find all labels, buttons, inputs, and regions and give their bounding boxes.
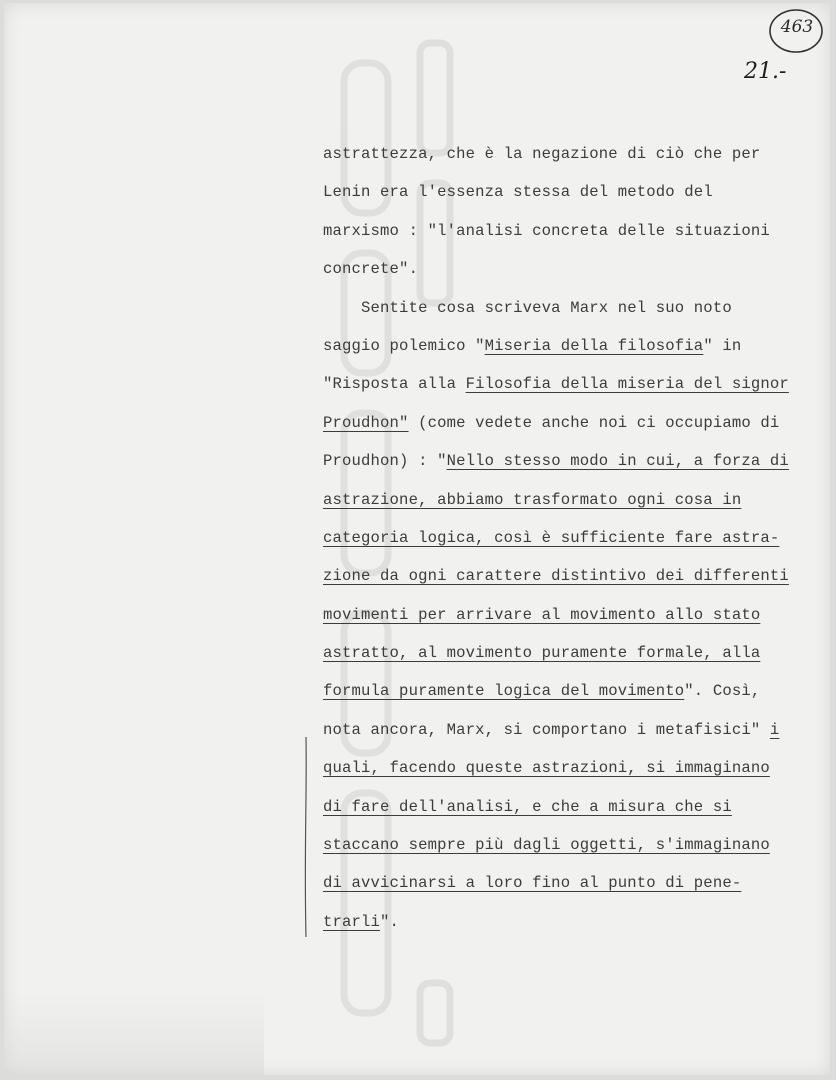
text-line	[323, 442, 823, 480]
text-line	[323, 903, 823, 941]
text-segment: Lenin era l'essenza stessa del metodo del	[323, 183, 713, 202]
underlined-text: Proudhon"	[323, 413, 409, 432]
text-segment: astrattezza, che è la negazione di ciò che per	[323, 145, 761, 163]
underlined-text: formula puramente logica del movimento	[323, 682, 685, 701]
text-line	[323, 212, 823, 250]
underlined-text: astratto, al movimento puramente formale, alla	[323, 644, 761, 663]
text-line	[323, 135, 823, 173]
underlined-text: staccano sempre più dagli oggetti, s'immaginano	[323, 836, 770, 855]
text-line	[323, 173, 823, 211]
underlined-text: di avvicinarsi a loro fino al punto di pene-	[323, 874, 742, 893]
text-line	[323, 596, 823, 634]
underlined-text: categoria logica, così è sufficiente fare astra-	[323, 528, 780, 547]
text-line	[323, 557, 823, 595]
text-segment: Proudhon) : "	[323, 452, 447, 471]
underlined-text: quali, facendo queste astrazioni, si immaginano	[323, 759, 770, 778]
underlined-text: di fare dell'analisi, e che a misura che si	[323, 797, 732, 816]
margin-mark	[302, 735, 310, 939]
folio-number: 463	[780, 17, 814, 37]
document-page	[4, 3, 830, 1075]
text-segment: ".	[380, 912, 400, 931]
text-line	[323, 481, 823, 519]
text-segment: "Risposta alla	[323, 375, 466, 394]
underlined-text: i	[769, 720, 780, 739]
text-line	[323, 289, 823, 327]
text-line	[323, 634, 823, 672]
text-segment: concrete".	[323, 260, 419, 279]
text-segment: Sentite cosa scriveva Marx nel suo noto	[323, 298, 732, 317]
underlined-text: zione da ogni carattere distintivo dei differenti	[323, 567, 789, 586]
underlined-text: Filosofia della miseria del signor	[465, 375, 789, 394]
text-line	[323, 711, 823, 749]
text-line	[323, 749, 823, 787]
body-text	[323, 135, 823, 941]
underlined-text: Miseria della filosofia	[484, 336, 704, 355]
text-segment: marxismo : "l'analisi concreta delle situazioni	[323, 221, 770, 240]
text-line	[323, 250, 823, 288]
archive-watermark-logo	[4, 993, 264, 1075]
text-line	[323, 826, 823, 864]
underlined-text: Nello stesso modo in cui, a forza di	[446, 452, 789, 471]
text-segment: nota ancora, Marx, si comportano i metafisici"	[323, 720, 770, 739]
text-line	[323, 788, 823, 826]
text-line	[323, 404, 823, 442]
text-segment: " in	[703, 336, 742, 355]
text-line	[323, 327, 823, 365]
underlined-text: trarli	[323, 912, 381, 931]
text-segment: ". Così,	[684, 682, 761, 701]
text-segment: saggio polemico "	[323, 336, 485, 355]
text-segment: (come vedete anche noi ci occupiamo di	[408, 413, 780, 432]
text-line	[323, 864, 823, 902]
text-line	[323, 519, 823, 557]
underlined-text: movimenti per arrivare al movimento allo stato	[323, 605, 761, 624]
text-line	[323, 365, 823, 403]
page-number: 21.-	[744, 59, 787, 84]
underlined-text: astrazione, abbiamo trasformato ogni cosa in	[323, 490, 742, 509]
text-line	[323, 672, 823, 710]
